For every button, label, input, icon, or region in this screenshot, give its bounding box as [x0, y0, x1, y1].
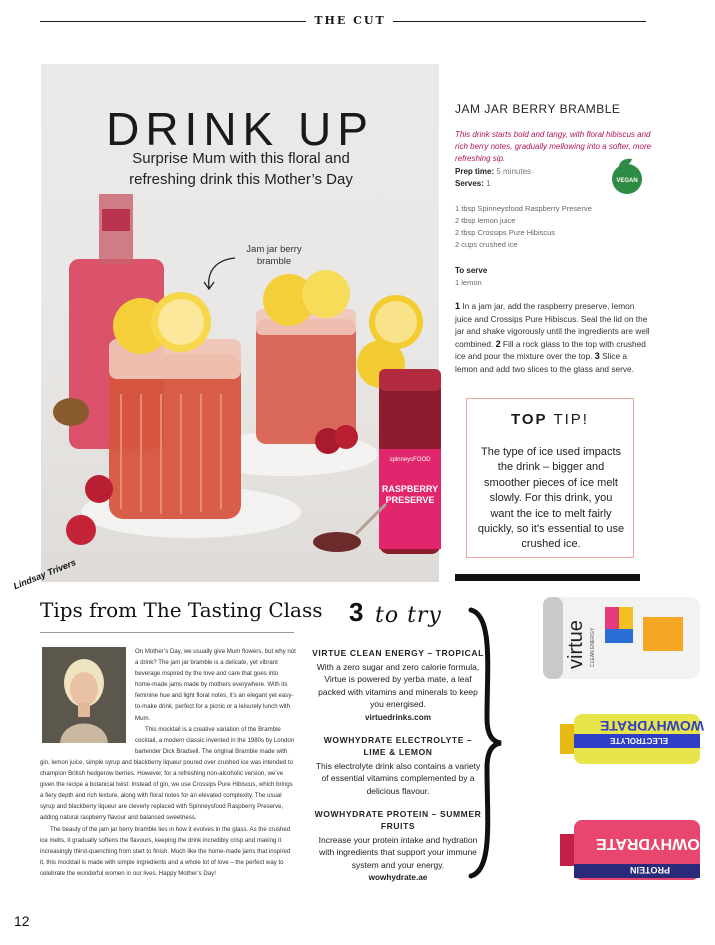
product-description: Increase your protein intake and hydration with ingredients that support your immune system and your energy.: [318, 835, 478, 870]
serves: [455, 179, 491, 188]
product-url: virtuedrinks.com: [365, 712, 431, 722]
prep-time: [455, 167, 531, 176]
vegan-badge: VEGAN: [612, 164, 642, 194]
step-number: 1: [455, 301, 461, 311]
product-description: This electrolyte drink also contains a variety of essential vitamins complemented by a delicious flavour.: [315, 761, 481, 796]
bottle-sub: PROTEIN: [630, 865, 671, 875]
tips-title: Tips from The Tasting Class: [40, 598, 323, 622]
product-url: wowhydrate.ae: [368, 873, 428, 883]
top-tip-title-rest: TIP!: [547, 411, 589, 428]
page-number: 12: [14, 913, 30, 929]
ingredient-item: 2 tbsp Crossips Pure Hibiscus: [455, 228, 556, 237]
drink-callout: Jam jar berry bramble: [246, 244, 302, 267]
step-number: 2: [495, 338, 501, 349]
step-text: Slice a lemon and add two slices to the glass and serve.: [455, 351, 634, 374]
three-to-try-number: 3: [349, 597, 364, 627]
prep-time-value: 5 minutes: [496, 167, 532, 176]
product-name: WOWHYDRATE PROTEIN – SUMMER FRUITS: [314, 809, 482, 831]
tips-title-rule: [40, 632, 294, 633]
prep-time-label: Prep time:: [455, 167, 495, 176]
top-tip-title: [467, 411, 633, 428]
product-wowhydrate-protein: [312, 808, 484, 882]
recipe-intro: This drink starts bold and tangy, with floral hibiscus and rich berry notes, gradually mellowing into a softer, more refreshing sip.: [455, 130, 652, 163]
recipe-title: JAM JAR BERRY BRAMBLE: [455, 102, 621, 116]
hero-title: DRINK UP: [106, 103, 374, 155]
step-text: In a jam jar, add the raspberry preserve, lemon juice and Crossips Pure Hibiscus. Seal the lid on the jar and shake vigorously until the ingredients are well combined.: [455, 301, 650, 349]
three-to-try-script: to try: [375, 603, 442, 628]
product-description: With a zero sugar and zero calorie formula, Virtue is powered by yerba mate, a leaf packed with vitamins and minerals to keep you energised.: [316, 662, 480, 710]
can-brand: virtue: [565, 620, 587, 669]
method-steps: [455, 300, 651, 376]
callout-arrow-icon: [201, 254, 241, 294]
divider-bar: [455, 574, 640, 581]
right-brace-icon: [467, 608, 503, 878]
ingredients-list: [455, 203, 592, 251]
serves-value: 1: [486, 179, 491, 188]
wowhydrate-electrolyte-bottle: [560, 708, 704, 770]
product-virtue: [312, 647, 484, 722]
top-tip-text: The type of ice used impacts the drink – bigger and smoother pieces of ice melt slowly. For this drink, you want the ice to melt fairly quickly, so it’s essential to use crushed ice.: [477, 446, 625, 551]
wowhydrate-protein-bottle: [560, 814, 715, 886]
hero-subtitle: Surprise Mum with this floral and refreshing drink this Mother’s Day: [129, 150, 353, 188]
can-sub: CLEAN ENERGY: [590, 627, 596, 667]
tips-paragraph: On Mother’s Day, we usually give Mum flowers, but why not a drink? The jam jar bramble is a delicate, yet vibrant beverage inspired by the love and care that goes into home-made jams made by mothers everywhere. With its feminine hue and light floral notes, it’s an elegant yet easy-to-make drink, perfect for a picnic or a leisurely lunch with Mum.: [135, 648, 296, 722]
top-tip-box: [466, 398, 634, 558]
virtue-can-image: [543, 597, 700, 679]
step-number: 3: [594, 351, 600, 362]
product-name: VIRTUE CLEAN ENERGY – TROPICAL: [312, 648, 484, 658]
serves-label: Serves:: [455, 179, 484, 188]
ingredient-item: 2 cups crushed ice: [455, 240, 518, 249]
section-title: THE CUT: [314, 14, 386, 27]
product-wowhydrate-electrolyte: [312, 734, 484, 797]
step-text: Fill a rock glass to the top with crushed ice and pour the mixture over the top.: [455, 338, 646, 362]
hero-photo: [41, 64, 439, 582]
to-serve-label: To serve: [455, 266, 488, 275]
top-tip-title-bold: TOP: [511, 411, 548, 428]
jar-label-product: RASPBERRY PRESERVE: [381, 484, 439, 505]
tips-paragraph: The beauty of the jam jar berry bramble lies in how it evolves in the glass. As the crushed ice melts, it gradually softens the flavours, keeping the drink incredibly crisp and making it increasingly thirst-quenching from start to finish. Much like the home-made jams that inspired it, this mocktail is made with simple ingredients and a whole lot of love – the perfect way to celebrate the wonderful women in our lives. Happy Mother’s Day!: [40, 825, 291, 877]
bottle-brand: WOWHYDRATE: [596, 835, 715, 852]
header-rule-right: [393, 21, 646, 22]
jar-label-brand: spinneysFOOD: [389, 457, 431, 463]
tips-paragraph: This mocktail is a creative variation of the Bramble cocktail, a modern classic invented in the 1980s by London bartender Dick Bradsell. The original Bramble made with gin, lemon juice, simple syrup and blackberry liqueur poured over crushed ice was intended to champion British hedgerow berries. However, for a refreshing non-alcoholic version, we’ve given the recipe a botanical twist: Instead of gin, we use Crossips Pure Hibiscus, which brings a fiery depth and rich texture, along with floral notes for an elevated complexity. The usual syrup and blackberry liqueur are cleverly replaced with Spinneysfood Raspberry Preserve, adding natural raspberry flavour and balanced sweetness.: [40, 725, 295, 822]
product-name: WOWHYDRATE ELECTROLYTE – LIME & LEMON: [323, 735, 473, 757]
tips-article: [40, 646, 296, 879]
ingredient-item: 2 tbsp lemon juice: [455, 216, 516, 225]
ingredient-item: 1 tbsp Spinneysfood Raspberry Preserve: [455, 204, 592, 213]
to-serve-value: 1 lemon: [455, 278, 482, 287]
author-byline: Lindsay Trivers: [12, 557, 78, 592]
bottle-sub: ELECTROLYTE: [610, 736, 668, 745]
bottle-brand: WOWHYDRATE: [600, 718, 704, 734]
